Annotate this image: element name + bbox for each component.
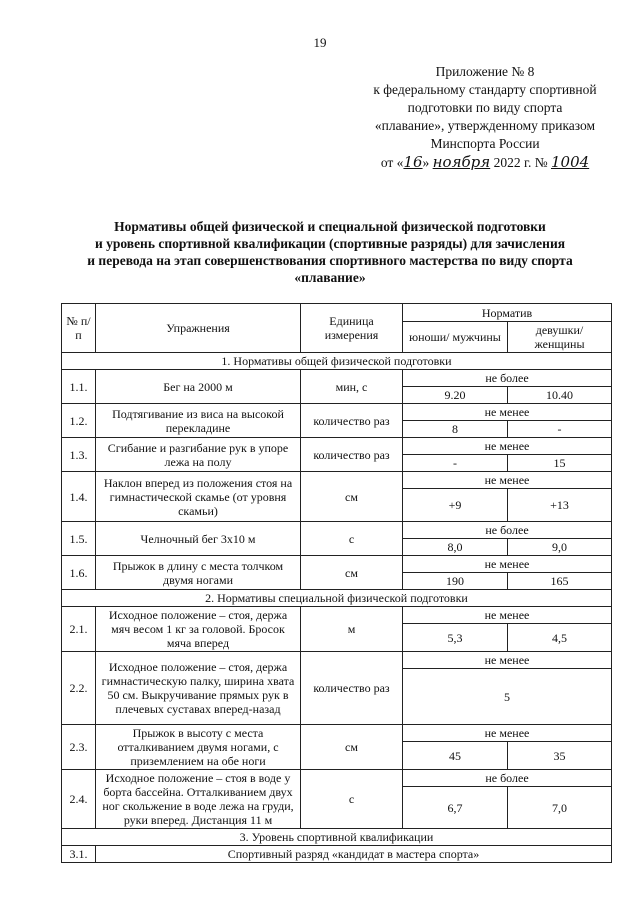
row-girls-value: - [508,421,612,438]
header-girls: девушки/ женщины [508,322,612,353]
title-line: Нормативы общей физической и специальной физической подготовки [114,219,546,234]
section-title: 3. Уровень спортивной квалификации [62,829,612,846]
row-boys-value: - [403,455,508,472]
order-year: 2022 г. № [493,155,548,170]
section-title: 1. Нормативы общей физической подготовки [62,353,612,370]
row-girls-value: 4,5 [508,624,612,652]
row-unit: с [301,770,403,829]
document-title [40,218,620,286]
header-unit: Единица измерения [301,304,403,353]
order-date-line [340,153,630,172]
row-boys-value: 5,3 [403,624,508,652]
header-boys: юноши/ мужчины [403,322,508,353]
row-exercise: Бег на 2000 м [96,370,301,404]
row-exercise: Сгибание и разгибание рук в упоре лежа на полу [96,438,301,472]
row-num: 2.1. [62,607,96,652]
row-exercise: Прыжок в высоту с места отталкиванием двумя ногами, с приземлением на обе ноги [96,725,301,770]
appendix-line: Приложение № 8 [435,64,535,79]
row-girls-value: 165 [508,573,612,590]
row-unit: количество раз [301,438,403,472]
row-num: 2.2. [62,652,96,725]
row-num: 1.2. [62,404,96,438]
row-girls-value: 10.40 [508,387,612,404]
row-unit: см [301,472,403,522]
row-boys-value: 8,0 [403,539,508,556]
row-unit: количество раз [301,404,403,438]
title-line: «плавание» [294,270,366,285]
row-num: 3.1. [62,846,96,863]
row-num: 1.3. [62,438,96,472]
row-girls-value: 35 [508,742,612,770]
row-exercise: Исходное положение – стоя в воде у борта бассейна. Отталкиванием двух ног скольжение в воде лежа на груди, руки вперед. Дистанция 11 м [96,770,301,829]
row-norm-type: не менее [403,404,612,421]
norms-table [61,303,612,863]
row-norm-type: не более [403,770,612,787]
row-unit: с [301,522,403,556]
header-exercise: Упражнения [96,304,301,353]
row-norm-type: не более [403,522,612,539]
row-exercise: Челночный бег 3х10 м [96,522,301,556]
date-prefix: от « [380,155,404,170]
row-unit: количество раз [301,652,403,725]
row-num: 1.6. [62,556,96,590]
order-number: 1004 [550,153,590,171]
row-boys-value: 190 [403,573,508,590]
date-mid: » [422,155,430,170]
row-norm-type: не более [403,370,612,387]
row-norm-type: не менее [403,438,612,455]
row-exercise: Подтягивание из виса на высокой перекладине [96,404,301,438]
row-num: 1.1. [62,370,96,404]
row-both-value: 5 [403,669,612,725]
row-norm-type: не менее [403,725,612,742]
row-unit: м [301,607,403,652]
row-unit: см [301,556,403,590]
appendix-line: Минспорта России [430,136,540,151]
order-day: 16 [403,153,423,171]
row-boys-value: 9.20 [403,387,508,404]
row-exercise: Наклон вперед из положения стоя на гимнастической скамье (от уровня скамьи) [96,472,301,522]
row-norm-type: не менее [403,556,612,573]
qualification-text: Спортивный разряд «кандидат в мастера спорта» [96,846,612,863]
row-num: 2.4. [62,770,96,829]
row-norm-type: не менее [403,607,612,624]
title-line: и перевода на этап совершенствования спортивного мастерства по виду спорта [87,253,573,268]
row-girls-value: +13 [508,489,612,522]
row-num: 1.5. [62,522,96,556]
row-girls-value: 9,0 [508,539,612,556]
appendix-line: «плавание», утвержденному приказом [374,118,596,133]
header-norm: Норматив [403,304,612,322]
appendix-block [340,63,630,172]
appendix-line: подготовки по виду спорта [407,100,563,115]
row-num: 1.4. [62,472,96,522]
row-exercise: Исходное положение – стоя, держа гимнастическую палку, ширина хвата 50 см. Выкручивание прямых рук в плечевых суставах вперед-назад [96,652,301,725]
appendix-line: к федеральному стандарту спортивной [373,82,597,97]
row-unit: см [301,725,403,770]
row-exercise: Исходное положение – стоя, держа мяч весом 1 кг за головой. Бросок мяча вперед [96,607,301,652]
row-boys-value: 6,7 [403,787,508,829]
row-girls-value: 7,0 [508,787,612,829]
row-norm-type: не менее [403,472,612,489]
row-unit: мин, с [301,370,403,404]
title-line: и уровень спортивной квалификации (спортивные разряды) для зачисления [94,236,566,251]
row-exercise: Прыжок в длину с места толчком двумя ногами [96,556,301,590]
page-number: 19 [313,35,327,50]
row-num: 2.3. [62,725,96,770]
header-num: № п/п [62,304,96,353]
row-norm-type: не менее [403,652,612,669]
row-boys-value: 45 [403,742,508,770]
row-boys-value: +9 [403,489,508,522]
row-girls-value: 15 [508,455,612,472]
order-month: ноября [432,153,491,171]
section-title: 2. Нормативы специальной физической подготовки [62,590,612,607]
row-boys-value: 8 [403,421,508,438]
